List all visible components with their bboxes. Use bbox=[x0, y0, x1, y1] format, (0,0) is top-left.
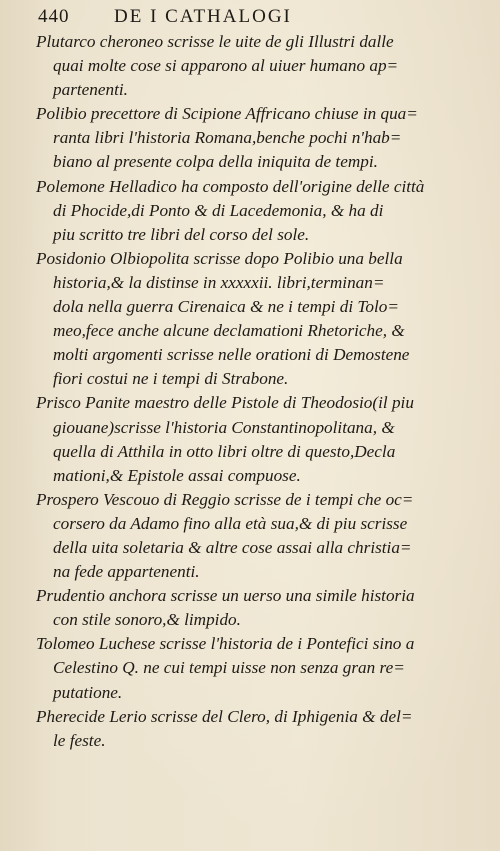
running-title: DE I CATHALOGI bbox=[114, 6, 292, 27]
text-line: meo,fece anche alcune declamationi Rhetoriche, & bbox=[53, 321, 405, 341]
text-line: biano al presente colpa della iniquita de tempi. bbox=[53, 152, 378, 172]
text-line: corsero da Adamo fino alla età sua,& di piu scrisse bbox=[53, 513, 408, 533]
text-line: giouane)scrisse l'historia Constantinopolitana, & bbox=[53, 417, 395, 437]
text-line: historia,& la distinse in xxxxxii. libri,terminan= bbox=[53, 272, 385, 292]
entry-first-line: Prisco Panite maestro delle Pistole di Theodosio(il piu bbox=[36, 393, 414, 413]
entry-first-line: Tolomeo Luchese scrisse l'historia de i Pontefici sino a bbox=[36, 634, 415, 654]
text-line: mationi,& Epistole assai compuose. bbox=[53, 465, 301, 485]
text-line: molti argomenti scrisse nelle orationi di Demostene bbox=[53, 345, 410, 365]
entry-first-line: Plutarco cheroneo scrisse le uite de gli Illustri dalle bbox=[36, 32, 394, 51]
text-line: quai molte cose si apparono al uiuer humano ap= bbox=[53, 56, 399, 76]
entry-first-line: Polemone Helladico ha composto dell'origine delle città bbox=[36, 176, 425, 196]
text-line: di Phocide,di Ponto & di Lacedemonia, & ha di bbox=[53, 200, 384, 220]
entry-first-line: Pherecide Lerio scrisse del Clero, di Iphigenia & del= bbox=[36, 706, 413, 726]
text-line: ranta libri l'historia Romana,benche pochi n'hab= bbox=[53, 128, 402, 148]
text-line: le feste. bbox=[53, 730, 106, 750]
entry-first-line: Posidonio Olbiopolita scrisse dopo Polibio una bella bbox=[36, 248, 403, 268]
text-line: putatione. bbox=[53, 682, 123, 702]
text-line: piu scritto tre libri del corso del sole. bbox=[53, 224, 310, 244]
entry-first-line: Prudentio anchora scrisse un uerso una simile historia bbox=[36, 586, 415, 606]
entry-first-line: Polibio precettore di Scipione Affricano chiuse in qua= bbox=[36, 104, 418, 124]
text-line: dola nella guerra Cirenaica & ne i tempi di Tolo= bbox=[53, 297, 399, 317]
entry-first-line: Prospero Vescouo di Reggio scrisse de i tempi che oc= bbox=[36, 489, 414, 509]
text-line: fiori costui ne i tempi di Strabone. bbox=[53, 369, 289, 389]
text-line: na fede appartenenti. bbox=[53, 562, 200, 582]
text-line: della uita soletaria & altre cose assai alla christia= bbox=[53, 537, 412, 557]
text-line: Celestino Q. ne cui tempi uisse non senza gran re= bbox=[53, 658, 405, 678]
text-line: partenenti. bbox=[53, 80, 128, 100]
page-number: 440 bbox=[38, 6, 70, 27]
page-header bbox=[38, 6, 478, 30]
text-line: quella di Atthila in otto libri oltre di questo,Decla bbox=[53, 441, 396, 461]
catalog-text bbox=[36, 30, 486, 753]
text-line: con stile sonoro,& limpido. bbox=[53, 610, 241, 630]
